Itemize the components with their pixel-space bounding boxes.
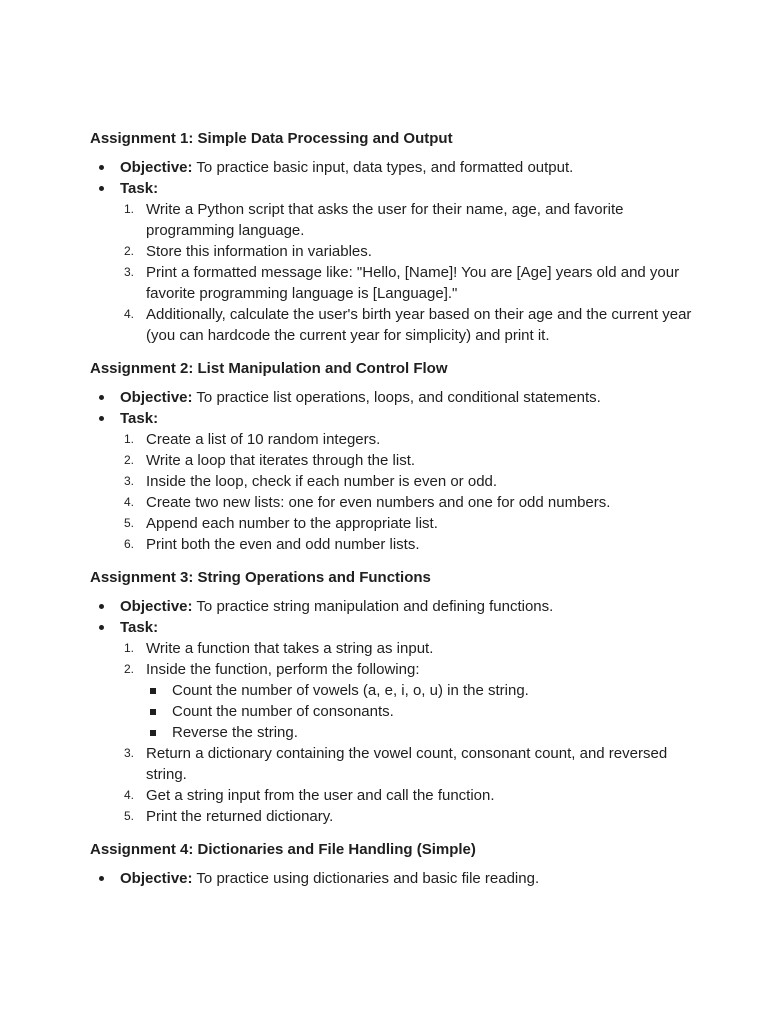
step-text: Append each number to the appropriate list. — [146, 515, 438, 532]
objective-text: To practice string manipulation and defining functions. — [192, 598, 554, 615]
objective-item — [90, 157, 708, 178]
step-number: 1. — [124, 202, 135, 216]
step-text: Additionally, calculate the user's birth year based on their age and the current year (you can hardcode the current year for simplicity) and print it. — [146, 306, 692, 344]
step-text: Store this information in variables. — [146, 243, 372, 260]
step-text: Create a list of 10 random integers. — [146, 431, 381, 448]
step-number: 1. — [124, 432, 135, 446]
step-text: Print the returned dictionary. — [146, 808, 334, 825]
task-item — [90, 178, 708, 346]
task-steps — [120, 429, 708, 555]
task-step — [120, 743, 708, 785]
task-step — [120, 199, 708, 241]
task-step — [120, 304, 708, 346]
task-step — [120, 241, 708, 262]
sub-step: Count the number of consonants. — [146, 701, 708, 722]
task-steps — [120, 638, 708, 827]
step-number: 3. — [124, 265, 135, 279]
step-number: 2. — [124, 244, 135, 258]
step-text: Write a loop that iterates through the list. — [146, 452, 416, 469]
assignment-title: Assignment 3: String Operations and Functions — [90, 569, 431, 586]
objective-item — [90, 387, 708, 408]
assignment-bullets — [90, 157, 708, 346]
assignment-2 — [90, 358, 708, 555]
step-text: Write a function that takes a string as input. — [146, 640, 434, 657]
objective-text: To practice list operations, loops, and conditional statements. — [192, 389, 601, 406]
task-step — [120, 513, 708, 534]
sub-steps — [146, 680, 708, 743]
assignment-3 — [90, 567, 708, 827]
task-step — [120, 534, 708, 555]
task-label: Task: — [120, 619, 159, 636]
step-text: Create two new lists: one for even numbers and one for odd numbers. — [146, 494, 611, 511]
task-step — [120, 471, 708, 492]
task-label: Task: — [120, 180, 159, 197]
step-number: 3. — [124, 474, 135, 488]
step-number: 4. — [124, 495, 135, 509]
objective-label: Objective: — [120, 870, 193, 887]
step-number: 2. — [124, 453, 135, 467]
task-step — [120, 262, 708, 304]
assignment-title: Assignment 4: Dictionaries and File Handling (Simple) — [90, 841, 476, 858]
objective-label: Objective: — [120, 159, 193, 176]
objective-label: Objective: — [120, 389, 193, 406]
step-number: 1. — [124, 641, 135, 655]
task-step — [120, 785, 708, 806]
step-number: 6. — [124, 537, 135, 551]
objective-label: Objective: — [120, 598, 193, 615]
assignment-title: Assignment 1: Simple Data Processing and Output — [90, 130, 453, 147]
step-text: Inside the function, perform the following: — [146, 661, 420, 678]
assignment-1 — [90, 128, 708, 346]
sub-step: Reverse the string. — [146, 722, 708, 743]
task-step — [120, 429, 708, 450]
task-label: Task: — [120, 410, 159, 427]
objective-item — [90, 596, 708, 617]
step-number: 5. — [124, 516, 135, 530]
assignment-4 — [90, 839, 708, 889]
task-step — [120, 659, 708, 743]
sub-step: Count the number of vowels (a, e, i, o, u) in the string. — [146, 680, 708, 701]
step-text: Print both the even and odd number lists. — [146, 536, 420, 553]
step-text: Inside the loop, check if each number is even or odd. — [146, 473, 498, 490]
task-steps — [120, 199, 708, 346]
objective-text: To practice using dictionaries and basic file reading. — [192, 870, 540, 887]
step-text: Write a Python script that asks the user for their name, age, and favorite programming language. — [146, 201, 624, 239]
assignment-bullets — [90, 596, 708, 827]
task-step — [120, 450, 708, 471]
step-number: 3. — [124, 746, 135, 760]
step-text: Print a formatted message like: "Hello, [Name]! You are [Age] years old and your favorite programming language is [Language]." — [146, 264, 680, 302]
objective-text: To practice basic input, data types, and formatted output. — [192, 159, 574, 176]
objective-item — [90, 868, 708, 889]
step-text: Return a dictionary containing the vowel count, consonant count, and reversed string. — [146, 745, 668, 783]
step-number: 4. — [124, 307, 135, 321]
step-text: Get a string input from the user and call the function. — [146, 787, 495, 804]
task-item — [90, 617, 708, 827]
task-step — [120, 492, 708, 513]
task-step — [120, 638, 708, 659]
task-step — [120, 806, 708, 827]
task-item — [90, 408, 708, 555]
assignment-bullets — [90, 868, 708, 889]
step-number: 2. — [124, 662, 135, 676]
step-number: 5. — [124, 809, 135, 823]
step-number: 4. — [124, 788, 135, 802]
assignment-title: Assignment 2: List Manipulation and Control Flow — [90, 360, 448, 377]
assignment-bullets — [90, 387, 708, 555]
